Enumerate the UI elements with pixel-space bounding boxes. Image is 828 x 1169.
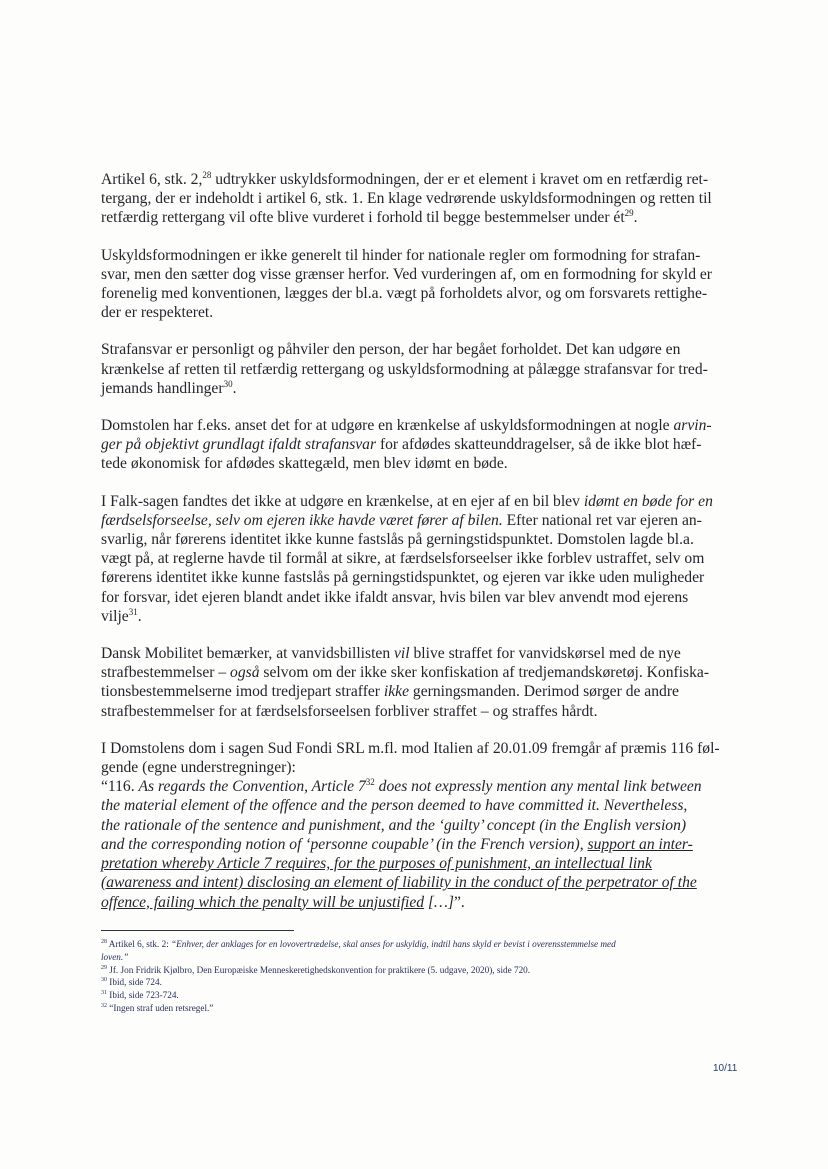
text-run: vil — [394, 645, 410, 663]
text-line — [101, 758, 713, 777]
text-run: (awareness and intent) disclosing an element of liability in the conduct of the perpetrator of the — [101, 874, 697, 892]
text-line — [101, 454, 713, 473]
text-run: der er respekteret. — [101, 304, 214, 322]
text-line — [101, 360, 713, 379]
text-line — [101, 588, 713, 607]
footnote-line — [101, 964, 721, 977]
paragraph — [101, 492, 713, 626]
text-run: Efter national ret var ejeren an- — [502, 511, 702, 529]
footnote-separator — [101, 930, 294, 931]
text-line — [101, 777, 713, 796]
text-line — [101, 893, 713, 912]
text-line — [101, 816, 713, 835]
text-run: blive straffet for vanvidskørsel med de nye — [409, 645, 681, 663]
footnote-line — [101, 976, 721, 989]
text-run: ger på objektivt grundlagt ifaldt strafansvar — [101, 436, 377, 454]
text-run: vægt på, at reglerne havde til formål at sikre, at færdselsforseelser ikke forblev ustraffet, selv om — [101, 550, 705, 568]
footnote-ref: 28 — [202, 169, 212, 180]
text-run: tede økonomisk for afdødes skattegæld, men blev idømt en bøde. — [101, 455, 508, 473]
footnote-ref: 30 — [223, 378, 233, 389]
text-run: Jf. Jon Fridrik Kjølbro, Den Europæiske Menneskeretighedskonvention for praktikere (5. udgave, 2020), side 720. — [107, 964, 531, 975]
text-run: vilje — [101, 607, 129, 625]
text-run: for afdødes skatteunddragelser, så de ikke blot hæf- — [376, 436, 702, 454]
footnote-ref: 29 — [101, 964, 107, 971]
text-line — [101, 739, 720, 758]
text-line — [101, 644, 713, 663]
text-line — [101, 170, 713, 189]
text-run: førerens identitet ikke kunne fastslås på gerningstidspunktet, og ejeren var ikke uden muligheder — [101, 569, 705, 587]
text-run: retfærdig rettergang vil ofte blive vurderet i forhold til begge bestemmelser under ét — [101, 209, 625, 227]
text-run: tergang, der er indeholdt i artikel 6, stk. 1. En klage vedrørende uskyldsformodningen og retten til — [101, 190, 712, 208]
text-run: krænkelse af retten til retfærdig rettergang og uskyldsformodning at pålægge strafansvar for tred- — [101, 360, 708, 378]
footnote-line — [101, 1002, 721, 1015]
paragraph — [101, 739, 720, 912]
text-line — [101, 340, 713, 359]
text-line — [101, 682, 713, 701]
text-run: arvin- — [673, 417, 712, 435]
text-line — [101, 284, 713, 303]
text-line — [101, 189, 713, 208]
text-line — [101, 835, 713, 854]
text-line — [101, 379, 713, 398]
text-line — [101, 246, 713, 265]
footnote-line — [101, 989, 721, 1002]
text-line — [101, 549, 713, 568]
text-run: forenelig med konventionen, lægges der bl.a. vægt på forholdets alvor, og om forsvarets rettighe- — [101, 285, 708, 303]
text-line — [101, 265, 713, 284]
text-line — [101, 663, 713, 682]
text-run: jemands handlinger — [101, 379, 224, 397]
text-line — [101, 303, 713, 322]
text-run: “Ingen straf uden retsregel.” — [107, 1002, 214, 1013]
text-line — [101, 416, 713, 435]
paragraph — [101, 246, 713, 323]
footnote-ref: 29 — [624, 208, 634, 219]
text-line — [101, 530, 713, 549]
text-run: Uskyldsformodningen er ikke generelt til hinder for nationale regler om formodning for strafan- — [101, 246, 701, 264]
footnote-ref: 32 — [365, 777, 375, 788]
text-run: ”. — [454, 893, 465, 911]
paragraph — [101, 340, 713, 398]
footnote-ref: 31 — [128, 606, 138, 617]
footnotes — [101, 938, 721, 1015]
text-line — [101, 796, 713, 815]
text-run: udtrykker uskyldsformodningen, der er et element i kravet om en retfærdig ret- — [211, 171, 709, 188]
text-run: selvom om der ikke sker konfiskation af tredjemandskøretøj. Konfiska- — [259, 664, 710, 682]
text-run: support an inter- — [587, 835, 693, 853]
footnote-line — [101, 951, 721, 964]
text-run: I Domstolens dom i sagen Sud Fondi SRL m.fl. mod Italien af 20.01.09 fremgår af præmis 116 føl- — [101, 739, 720, 757]
text-run: Domstolen har f.eks. anset det for at udgøre en krænkelse af uskyldsformodningen at nogle — [101, 417, 674, 435]
text-run: gerningsmanden. Derimod sørger de andre — [409, 683, 679, 701]
text-run: Artikel 6, stk. 2: — [107, 939, 172, 949]
text-line — [101, 511, 713, 530]
text-line — [101, 435, 713, 454]
text-run: Ibid, side 723-724. — [107, 990, 179, 1001]
text-run: “Enhver, der anklages for en lovovertrædelse, skal anses for uskyldig, indtil hans skyld er bevist i overensstemmelse med — [171, 939, 616, 949]
footnote-ref: 28 — [101, 938, 107, 945]
text-run: offence, failing which the penalty will be unjustified — [101, 893, 425, 911]
text-run: færdselsforseelse, selv om ejeren ikke havde været fører af bilen. — [101, 511, 503, 529]
text-run: and the corresponding notion of ‘personne coupable’ (in the French version), — [101, 835, 588, 853]
text-run: Strafansvar er personligt og påhviler den person, der har begået forholdet. Det kan udgøre en — [101, 341, 681, 359]
text-run: ikke — [383, 683, 410, 701]
paragraph — [101, 416, 713, 474]
text-line — [101, 492, 713, 511]
text-run: for forsvar, idet ejeren blandt andet ikke ifaldt ansvar, hvis bilen var blev anvendt mod ejerens — [101, 588, 689, 606]
footnote-line — [101, 938, 721, 951]
text-run: svarlig, når førerens identitet ikke kunne fastslås på gerningstidspunktet. Domstolen lagde bl.a. — [101, 531, 694, 549]
text-line — [101, 568, 713, 587]
text-run: . — [633, 209, 638, 227]
text-run: the material element of the offence and the person deemed to have committed it. Nevertheless, — [101, 797, 688, 815]
text-run: også — [230, 664, 260, 682]
text-run: idømt en bøde for en — [583, 492, 713, 510]
text-run: . — [232, 379, 237, 397]
text-run: does not expressly mention any mental link between — [374, 778, 702, 796]
footnote-ref: 31 — [101, 990, 107, 997]
text-line — [101, 873, 713, 892]
text-line — [101, 702, 713, 721]
text-run: “116. — [101, 778, 139, 796]
text-run: strafbestemmelser – — [101, 664, 231, 682]
text-run: pretation whereby Article 7 requires, for the purposes of punishment, an intellectual link — [101, 855, 652, 873]
text-run: Ibid, side 724. — [107, 977, 162, 988]
text-run: I Falk-sagen fandtes det ikke at udgøre en krænkelse, at en ejer af en bil blev — [101, 492, 584, 510]
paragraph — [101, 170, 713, 228]
text-run: loven.” — [101, 951, 129, 962]
footnote-ref: 30 — [101, 977, 107, 984]
text-run: gende (egne understregninger): — [101, 759, 296, 777]
text-run: strafbestemmelser for at færdselsforseelsen forbliver straffet – og straffes hårdt. — [101, 702, 598, 720]
text-line — [101, 208, 713, 227]
page-number: 10/11 — [713, 1063, 738, 1074]
text-run: . — [137, 607, 142, 625]
body-text — [101, 169, 720, 912]
text-run: […] — [424, 893, 454, 911]
text-run: tionsbestemmelserne imod tredjepart straffer — [101, 683, 384, 701]
footnote-ref: 32 — [101, 1002, 107, 1009]
text-run: Dansk Mobilitet bemærker, at vanvidsbillisten — [101, 645, 395, 663]
text-run: Artikel 6, stk. 2, — [101, 171, 203, 188]
text-run: the rationale of the sentence and punishment, and the ‘guilty’ concept (in the English version) — [101, 816, 687, 834]
text-line — [101, 854, 713, 873]
paragraph — [101, 644, 713, 721]
text-line — [101, 607, 713, 626]
text-run: svar, men den sætter dog visse grænser herfor. Ved vurderingen af, om en formodning for skyld er — [101, 265, 713, 283]
text-run: As regards the Convention, Article 7 — [138, 778, 366, 796]
